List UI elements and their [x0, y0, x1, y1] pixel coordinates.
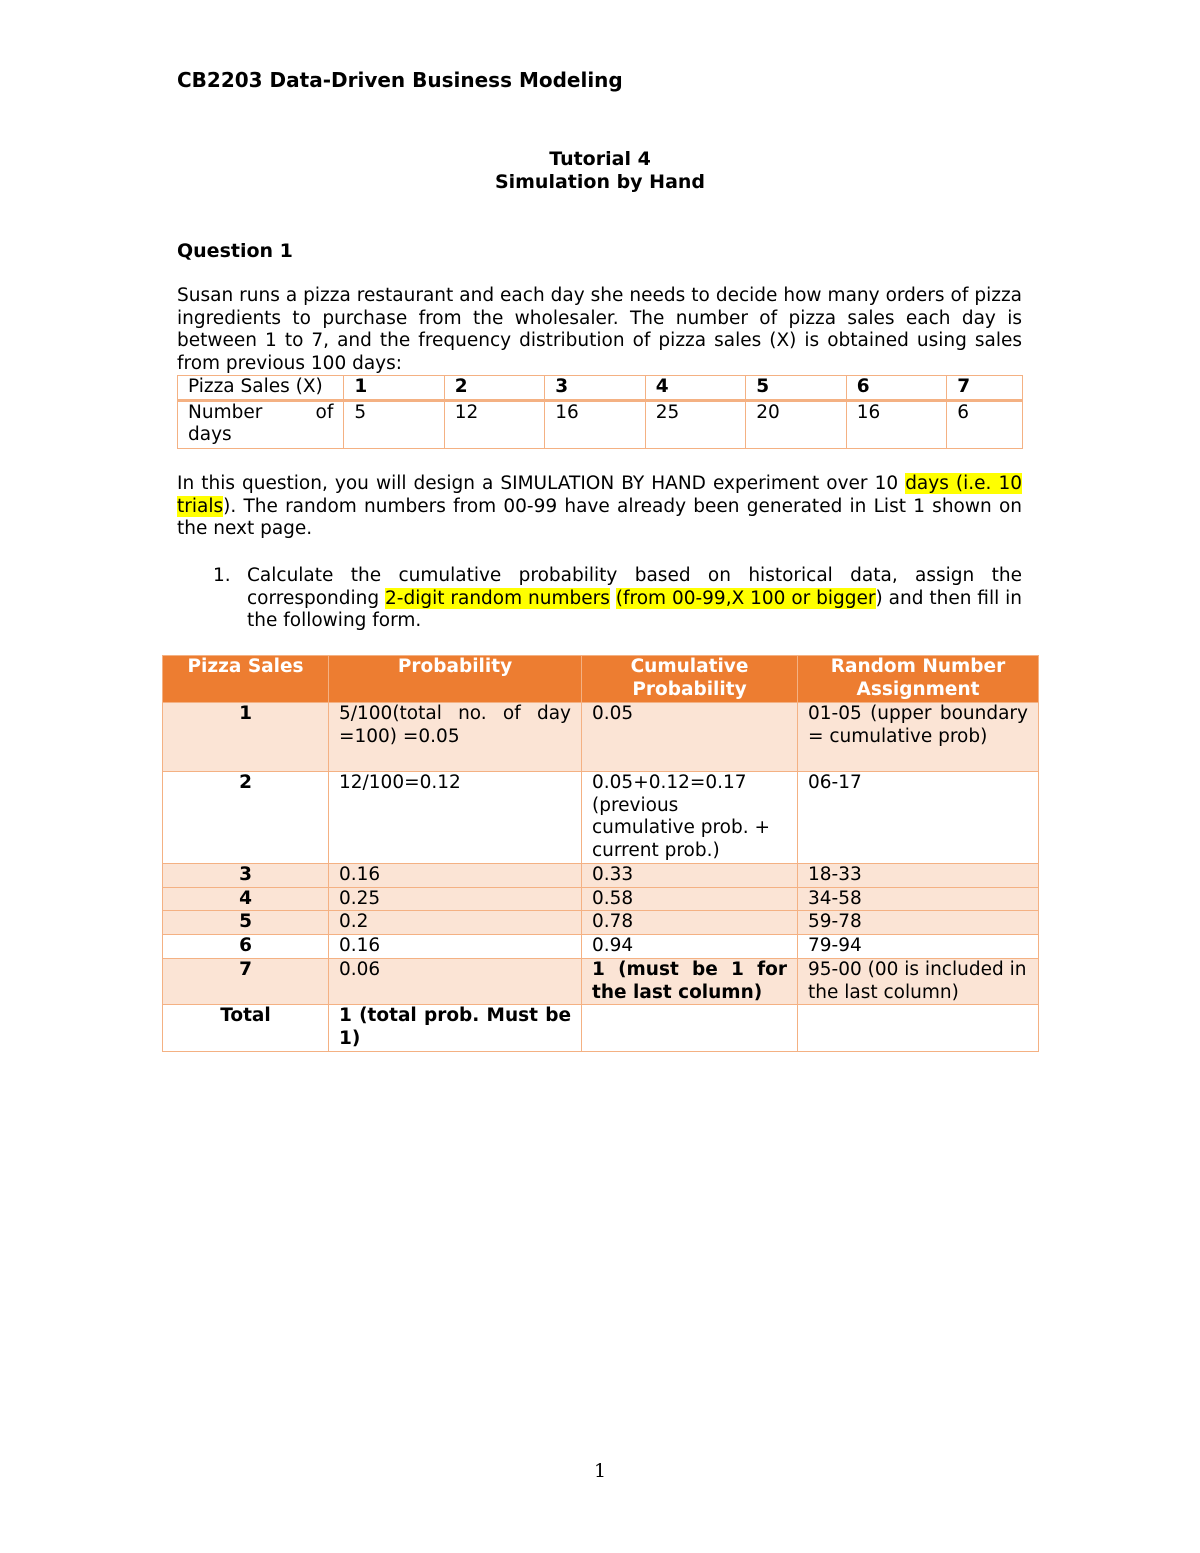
table-row: [163, 958, 1039, 1004]
list-item-text: [247, 565, 1022, 633]
cumulative-cell: [582, 1005, 798, 1051]
probability-cell: 12/100=0.12: [329, 772, 582, 864]
cumulative-cell: 0.05+0.12=0.17 (previous cumulative prob. + current prob.): [582, 772, 798, 864]
instructions-text: ). The random numbers from 00-99 have already been generated in List 1 shown on the next page.: [177, 495, 1022, 540]
list-item-text-part: ) and then fill in the following form.: [247, 587, 1023, 632]
freq-days-cell: 25: [645, 400, 746, 448]
assignment-cell: 06-17: [798, 772, 1039, 864]
sales-cell: 3: [163, 864, 329, 888]
assignment-cell: 34-58: [798, 887, 1039, 911]
table-row: [163, 1005, 1039, 1051]
table-row: [163, 772, 1039, 864]
freq-x-cell: 2: [444, 376, 545, 401]
probability-cell: 0.2: [329, 911, 582, 935]
freq-days-cell: 12: [444, 400, 545, 448]
freq-days-cell: 5: [344, 400, 444, 448]
freq-days-cell: 20: [746, 400, 847, 448]
instructions-text: In this question, you will design a SIMULATION BY HAND experiment over 10: [177, 473, 906, 494]
table-row: [163, 935, 1039, 959]
assignment-cell: [798, 1005, 1039, 1051]
sales-cell: 7: [163, 958, 329, 1004]
cumulative-cell: 0.05: [582, 703, 798, 772]
course-header: CB2203 Data-Driven Business Modeling: [177, 68, 623, 92]
freq-x-cell: 5: [746, 376, 847, 401]
highlighted-text: days (i.e. 10 trials: [177, 473, 1023, 517]
list-item-text-part: [610, 588, 616, 609]
assignment-cell: 01-05 (upper boundary = cumulative prob): [798, 703, 1039, 772]
instructions-paragraph: [177, 473, 1022, 541]
assignment-cell: 59-78: [798, 911, 1039, 935]
frequency-days-row: [178, 400, 1023, 448]
cumulative-cell: 0.94: [582, 935, 798, 959]
sales-cell: 4: [163, 887, 329, 911]
simulation-header-row: [163, 656, 1039, 703]
intro-paragraph: Susan runs a pizza restaurant and each day she needs to decide how many orders of pizza ingredients to purchase from the wholesaler. The number of pizza sales each day is between 1 to 7, and the frequency distribution of pizza sales (X) is obtained using sales from previous 100 days:: [177, 285, 1022, 375]
tutorial-subtitle: Simulation by Hand: [494, 171, 706, 193]
freq-days-cell: 16: [545, 400, 646, 448]
highlighted-text: 2-digit random numbers: [385, 587, 610, 609]
tutorial-title: Tutorial 4: [549, 148, 651, 170]
freq-row-label: Number of days: [178, 400, 344, 448]
sales-cell: 5: [163, 911, 329, 935]
sales-cell: Total: [163, 1005, 329, 1051]
sales-cell: 1: [163, 703, 329, 772]
cumulative-cell: 0.33: [582, 864, 798, 888]
sales-cell: 6: [163, 935, 329, 959]
freq-x-cell: 1: [344, 376, 444, 401]
probability-cell: 0.16: [329, 864, 582, 888]
table-row: [163, 887, 1039, 911]
column-header: Pizza Sales: [163, 656, 329, 703]
sales-cell: 2: [163, 772, 329, 864]
probability-cell: 1 (total prob. Must be 1): [329, 1005, 582, 1051]
column-header: Probability: [329, 656, 582, 703]
freq-x-cell: 6: [846, 376, 947, 401]
probability-cell: 0.06: [329, 958, 582, 1004]
probability-cell: 0.25: [329, 887, 582, 911]
table-row: [163, 703, 1039, 772]
cumulative-cell: 0.78: [582, 911, 798, 935]
table-row: [163, 864, 1039, 888]
freq-x-cell: 3: [545, 376, 646, 401]
probability-cell: 0.16: [329, 935, 582, 959]
highlighted-text: (from 00-99,X 100 or bigger: [615, 587, 876, 609]
assignment-cell: 95-00 (00 is included in the last column): [798, 958, 1039, 1004]
freq-row-label: Pizza Sales (X): [178, 376, 344, 401]
freq-days-cell: 6: [947, 400, 1023, 448]
column-header: Random Number Assignment: [798, 656, 1039, 703]
freq-days-cell: 16: [846, 400, 947, 448]
simulation-table: [162, 655, 1039, 1052]
probability-cell: 5/100(total no. of day =100) =0.05: [329, 703, 582, 772]
frequency-header-row: [178, 376, 1023, 401]
assignment-cell: 79-94: [798, 935, 1039, 959]
page-number: 1: [593, 1460, 607, 1482]
question-heading: Question 1: [177, 240, 293, 262]
freq-x-cell: 7: [947, 376, 1023, 401]
table-row: [163, 911, 1039, 935]
assignment-cell: 18-33: [798, 864, 1039, 888]
list-item-text-part: Calculate the cumulative probability based on historical data, assign the corresponding: [247, 565, 1022, 609]
column-header: Cumulative Probability: [582, 656, 798, 703]
freq-x-cell: 4: [645, 376, 746, 401]
list-item-number: 1.: [213, 565, 231, 586]
frequency-table: [177, 375, 1023, 449]
cumulative-cell: 1 (must be 1 for the last column): [582, 958, 798, 1004]
cumulative-cell: 0.58: [582, 887, 798, 911]
